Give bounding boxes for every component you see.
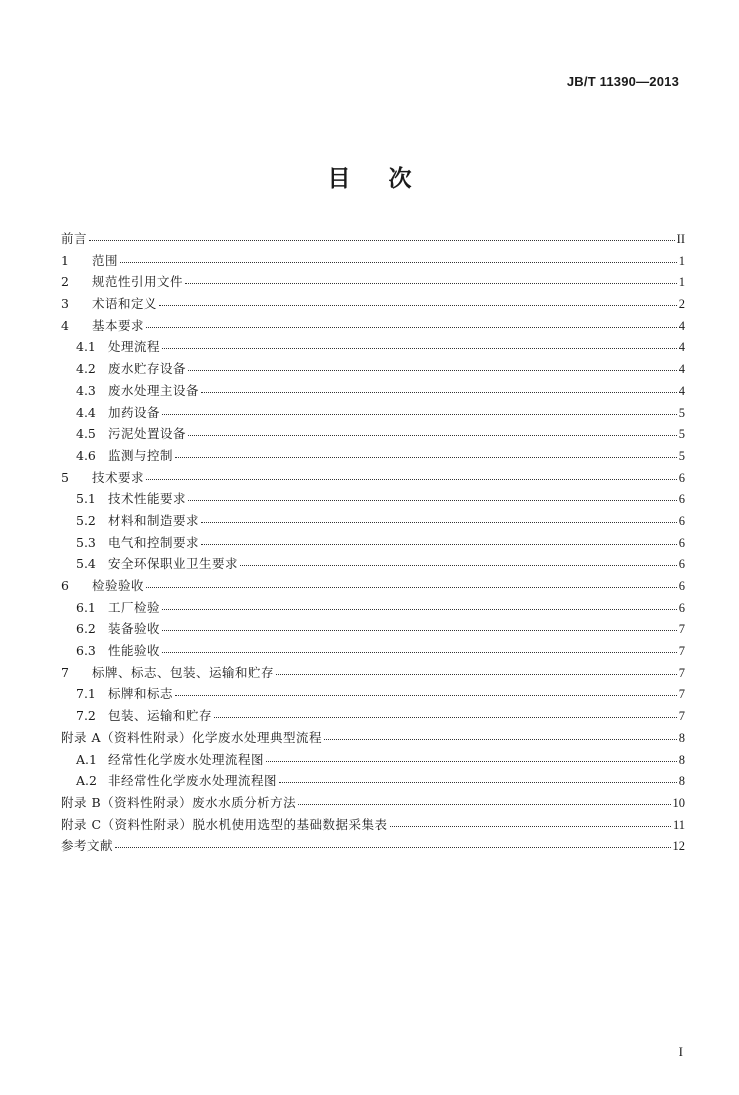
- dot-leader: [240, 565, 677, 566]
- toc-entry-number: 6.3: [76, 643, 96, 659]
- toc-entry-page: 4: [678, 383, 685, 398]
- dot-leader: [159, 305, 677, 306]
- dot-leader: [201, 544, 677, 545]
- dot-leader: [175, 695, 677, 696]
- toc-entry-number: 4.2: [76, 361, 96, 377]
- toc-entry-title: 范围: [92, 252, 119, 268]
- toc-entry-number: 6.1: [76, 599, 96, 615]
- dot-leader: [279, 782, 677, 783]
- toc-entry[interactable]: [61, 424, 685, 446]
- dot-leader: [146, 327, 677, 328]
- toc-entry-title: 标牌和标志: [108, 686, 174, 702]
- toc-entry[interactable]: [61, 598, 685, 620]
- toc-entry[interactable]: [61, 229, 685, 251]
- table-of-contents: [61, 229, 685, 858]
- dot-leader: [390, 826, 671, 827]
- toc-entry-number: A.1: [76, 751, 97, 767]
- toc-entry-title: 附录 B（资料性附录）废水水质分析方法: [61, 794, 297, 810]
- toc-entry[interactable]: [61, 316, 685, 338]
- dot-leader: [162, 348, 677, 349]
- toc-entry[interactable]: [61, 706, 685, 728]
- toc-entry-number: 5.4: [76, 556, 96, 572]
- dot-leader: [266, 761, 677, 762]
- toc-entry-title: 附录 A（资料性附录）化学废水处理典型流程: [61, 729, 323, 745]
- dot-leader: [298, 804, 670, 805]
- toc-entry[interactable]: [61, 403, 685, 425]
- page-number: I: [678, 1044, 683, 1059]
- toc-entry-title: 标牌、标志、包装、运输和贮存: [92, 664, 275, 680]
- toc-entry-title: 性能验收: [108, 643, 161, 659]
- toc-entry-title: 规范性引用文件: [92, 274, 184, 290]
- toc-entry-number: 4.4: [76, 404, 96, 420]
- dot-leader: [162, 630, 677, 631]
- toc-entry-title: 技术要求: [92, 469, 145, 485]
- toc-entry-page: 7: [678, 665, 685, 680]
- dot-leader: [185, 283, 677, 284]
- toc-entry-page: 6: [678, 600, 685, 615]
- toc-entry[interactable]: [61, 511, 685, 533]
- toc-entry-page: 11: [672, 817, 685, 832]
- toc-entry[interactable]: [61, 533, 685, 555]
- toc-entry-page: 10: [672, 795, 685, 810]
- title-char-1: 目: [327, 166, 351, 192]
- toc-entry-title: 包装、运输和贮存: [108, 708, 213, 724]
- toc-entry-page: 6: [678, 535, 685, 550]
- toc-entry-title: 工厂检验: [108, 599, 161, 615]
- toc-entry-title: 附录 C（资料性附录）脱水机使用选型的基础数据采集表: [61, 816, 388, 832]
- toc-entry[interactable]: [61, 793, 685, 815]
- toc-entry-page: 6: [678, 470, 685, 485]
- toc-entry[interactable]: [61, 468, 685, 490]
- toc-entry-page: 2: [678, 297, 685, 312]
- toc-entry-number: 3: [61, 296, 69, 312]
- toc-entry-number: 7.1: [76, 686, 96, 702]
- toc-entry-number: 4.5: [76, 426, 96, 442]
- toc-entry[interactable]: [61, 446, 685, 468]
- dot-leader: [162, 414, 677, 415]
- dot-leader: [188, 435, 677, 436]
- toc-entry-page: 1: [678, 253, 685, 268]
- dot-leader: [188, 370, 677, 371]
- toc-entry-page: 8: [678, 730, 685, 745]
- toc-entry-page: 8: [678, 774, 685, 789]
- toc-entry[interactable]: [61, 272, 685, 294]
- toc-entry-page: 6: [678, 492, 685, 507]
- toc-entry-page: 5: [678, 448, 685, 463]
- toc-entry-title: 技术性能要求: [108, 491, 187, 507]
- dot-leader: [120, 262, 677, 263]
- dot-leader: [276, 674, 677, 675]
- toc-entry-number: A.2: [76, 773, 97, 789]
- toc-entry-page: 5: [678, 405, 685, 420]
- toc-entry[interactable]: [61, 641, 685, 663]
- toc-entry[interactable]: [61, 251, 685, 273]
- toc-entry-title: 装备验收: [108, 621, 161, 637]
- toc-entry-page: 12: [672, 839, 685, 854]
- toc-entry-page: 5: [678, 427, 685, 442]
- dot-leader: [324, 739, 677, 740]
- standard-code: JB/T 11390—2013: [566, 74, 679, 89]
- toc-entry-title: 经常性化学废水处理流程图: [108, 751, 265, 767]
- dot-leader: [146, 587, 677, 588]
- toc-entry-title: 废水处理主设备: [108, 382, 200, 398]
- toc-entry-number: 5.3: [76, 534, 96, 550]
- toc-entry-page: 4: [678, 318, 685, 333]
- dot-leader: [146, 479, 677, 480]
- toc-entry-title: 废水贮存设备: [108, 361, 187, 377]
- toc-entry[interactable]: [61, 750, 685, 772]
- dot-leader: [162, 652, 677, 653]
- toc-entry-title: 安全环保职业卫生要求: [108, 556, 239, 572]
- toc-entry-number: 4.1: [76, 339, 96, 355]
- toc-entry-title: 材料和制造要求: [108, 512, 200, 528]
- toc-entry-page: 4: [678, 362, 685, 377]
- toc-entry-page: 8: [678, 752, 685, 767]
- toc-entry[interactable]: [61, 337, 685, 359]
- dot-leader: [201, 392, 677, 393]
- toc-entry-page: 1: [678, 275, 685, 290]
- toc-entry-number: 5.1: [76, 491, 96, 507]
- toc-entry-page: 7: [678, 709, 685, 724]
- toc-entry-page: 7: [678, 644, 685, 659]
- toc-entry-title: 电气和控制要求: [108, 534, 200, 550]
- page-title: [0, 160, 739, 193]
- toc-entry[interactable]: [61, 554, 685, 576]
- dot-leader: [188, 500, 677, 501]
- dot-leader: [214, 717, 677, 718]
- toc-entry-title: 加药设备: [108, 404, 161, 420]
- toc-entry-title: 非经常性化学废水处理流程图: [108, 773, 278, 789]
- toc-entry[interactable]: [61, 684, 685, 706]
- toc-entry-page: II: [676, 232, 685, 246]
- toc-entry-number: 4.3: [76, 382, 96, 398]
- toc-entry-number: 7: [61, 664, 69, 680]
- dot-leader: [175, 457, 677, 458]
- toc-entry-page: 6: [678, 557, 685, 572]
- toc-entry-page: 4: [678, 340, 685, 355]
- toc-entry-number: 6: [61, 578, 69, 593]
- toc-entry-number: 5.2: [76, 512, 96, 528]
- toc-entry[interactable]: [61, 359, 685, 381]
- toc-entry-page: 7: [678, 622, 685, 637]
- toc-entry-title: 污泥处置设备: [108, 426, 187, 442]
- toc-entry-number: 5: [61, 469, 69, 485]
- dot-leader: [115, 847, 670, 848]
- toc-entry-number: 1: [61, 252, 69, 268]
- toc-entry-title: 处理流程: [108, 339, 161, 355]
- toc-entry-number: 4: [61, 317, 69, 333]
- toc-entry[interactable]: [61, 576, 685, 598]
- toc-entry-title: 基本要求: [92, 317, 145, 333]
- toc-entry-page: 6: [678, 579, 685, 593]
- toc-entry[interactable]: [61, 489, 685, 511]
- toc-entry-title: 监测与控制: [108, 447, 174, 463]
- toc-entry-title: 检验验收: [92, 578, 145, 593]
- toc-entry-page: 7: [678, 687, 685, 702]
- toc-entry-title: 术语和定义: [92, 296, 158, 312]
- toc-entry-number: 2: [61, 274, 69, 290]
- toc-entry-title: 前言: [61, 231, 88, 246]
- toc-entry[interactable]: [61, 381, 685, 403]
- dot-leader: [89, 240, 675, 241]
- toc-entry[interactable]: [61, 771, 685, 793]
- toc-entry[interactable]: [61, 663, 685, 685]
- toc-entry[interactable]: [61, 294, 685, 316]
- title-char-2: 次: [388, 166, 412, 192]
- toc-entry[interactable]: [61, 728, 685, 750]
- toc-entry-number: 4.6: [76, 447, 96, 463]
- dot-leader: [162, 609, 677, 610]
- dot-leader: [201, 522, 677, 523]
- toc-entry-number: 6.2: [76, 621, 96, 637]
- toc-entry-number: 7.2: [76, 708, 96, 724]
- toc-entry[interactable]: [61, 836, 685, 858]
- toc-entry[interactable]: [61, 619, 685, 641]
- toc-entry-title: 参考文献: [61, 838, 114, 854]
- toc-entry-page: 6: [678, 513, 685, 528]
- toc-entry[interactable]: [61, 815, 685, 837]
